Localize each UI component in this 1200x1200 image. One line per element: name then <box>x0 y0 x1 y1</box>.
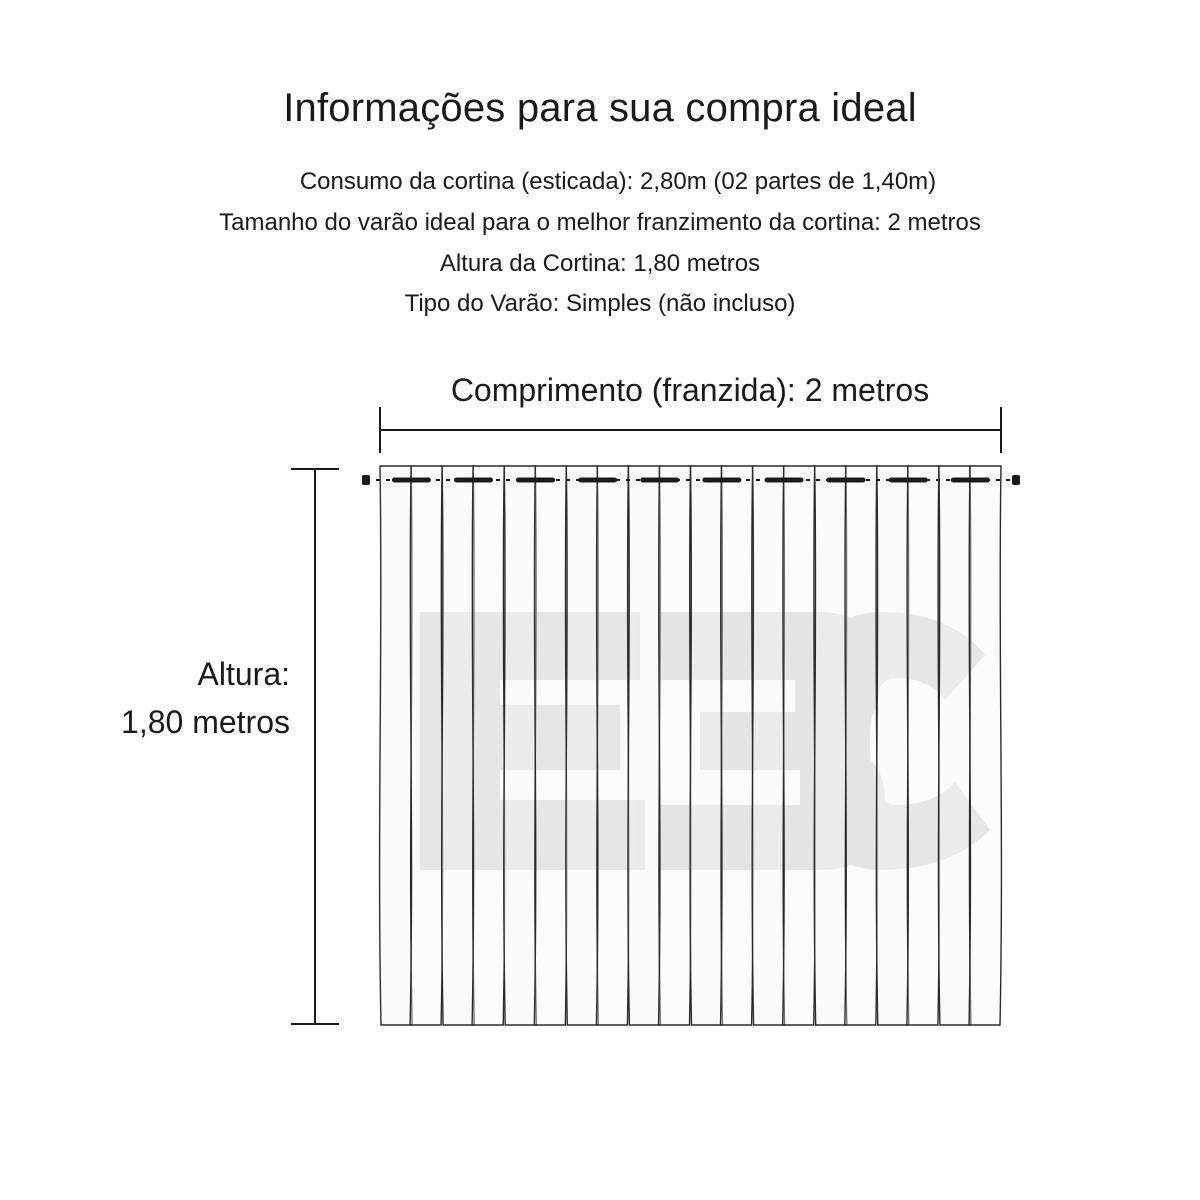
curtain-panel <box>534 466 566 1025</box>
width-dimension <box>380 407 1001 453</box>
height-label-value: 1,80 metros <box>121 704 290 740</box>
curtain-panel <box>969 466 1001 1025</box>
curtain-panel <box>907 466 939 1025</box>
curtain-panel <box>752 466 784 1025</box>
curtain-panel <box>442 466 475 1025</box>
curtain-panel <box>783 466 815 1025</box>
spec-curtain-height: Altura da Cortina: 1,80 metros <box>439 250 761 277</box>
width-label: Comprimento (franzida): 2 metros <box>450 372 930 408</box>
curtain-panel <box>566 466 598 1025</box>
height-label <box>60 650 290 746</box>
height-label-title: Altura: <box>197 656 290 692</box>
curtain-panel <box>845 466 877 1025</box>
page-title: Informações para sua compra ideal <box>283 86 917 130</box>
curtain-panel <box>721 466 754 1025</box>
curtain-panel <box>876 466 908 1025</box>
spec-rod-type: Tipo do Varão: Simples (não incluso) <box>404 290 796 317</box>
curtain-panel <box>596 466 628 1025</box>
rod-end-right <box>1012 475 1020 485</box>
curtain-panels <box>380 466 1002 1025</box>
curtain-panel <box>628 466 660 1025</box>
curtain-panel <box>814 466 847 1025</box>
curtain-panel <box>504 466 537 1025</box>
curtain-panel <box>690 466 722 1025</box>
curtain-panel <box>938 466 970 1025</box>
curtain-panel <box>410 466 442 1025</box>
rod-end-left <box>362 475 370 485</box>
spec-consumption: Consumo da cortina (esticada): 2,80m (02 partes de 1,40m) <box>299 168 937 195</box>
spec-rod-size: Tamanho do varão ideal para o melhor franzimento da cortina: 2 metros <box>219 209 981 236</box>
curtain-panel <box>380 466 413 1025</box>
curtain-panel <box>472 466 505 1025</box>
curtain-panel <box>659 466 691 1025</box>
height-dimension <box>291 469 339 1024</box>
